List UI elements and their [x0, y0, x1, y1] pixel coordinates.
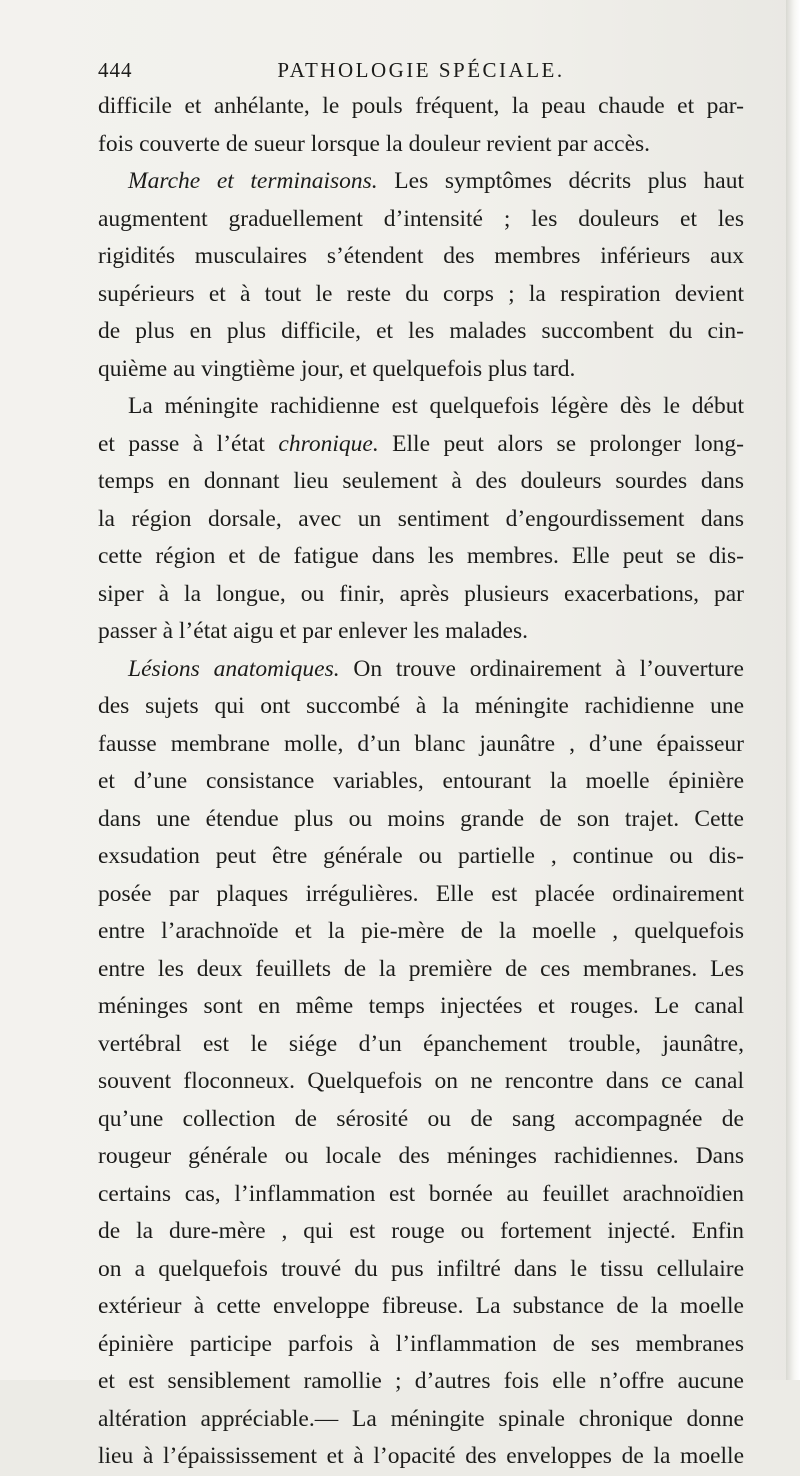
- text-line: fois couverte de sueur lorsque la douleur revient par accès.: [98, 130, 651, 157]
- text-line: temps en donnant lieu seulement à des douleurs sourdes dans: [98, 468, 744, 494]
- text-line: et d’une consistance variables, entourant la moelle épinière: [98, 768, 744, 794]
- running-title: PATHOLOGIE SPÉCIALE.: [277, 58, 565, 82]
- text-line: extérieur à cette enveloppe fibreuse. La substance de la moelle: [98, 1293, 744, 1319]
- text-line: entre l’arachnoïde et la pie-mère de la moelle , quelquefois: [98, 918, 744, 944]
- section-heading: Marche et terminaisons.: [128, 168, 378, 194]
- body-text: [98, 88, 744, 1476]
- text-line: dans une étendue plus ou moins grande de son trajet. Cette: [98, 805, 744, 832]
- text-line: difficile et anhélante, le pouls fréquent, la peau chaude et par-: [98, 93, 744, 119]
- text-line: certains cas, l’inflammation est bornée au feuillet arachnoïdien: [98, 1180, 744, 1207]
- text-line: la région dorsale, avec un sentiment d’engourdissement dans: [98, 505, 744, 532]
- text-line: méninges sont en même temps injectées et rouges. Le canal: [98, 993, 744, 1019]
- text-line: des sujets qui ont succombé à la méningite rachidienne une: [98, 693, 744, 719]
- text-line: Marche et terminaisons. Les symptômes décrits plus haut: [128, 168, 744, 194]
- text-line: passer à l’état aigu et par enlever les malades.: [98, 618, 528, 644]
- text-line: fausse membrane molle, d’un blanc jaunâtre , d’une épaisseur: [98, 730, 744, 757]
- text-line: souvent floconneux. Quelquefois on ne rencontre dans ce canal: [98, 1068, 744, 1094]
- text-line: et passe à l’état chronique. Elle peut alors se prolonger long-: [98, 430, 744, 457]
- text-line: altération appréciable.— La méningite spinale chronique donne: [98, 1405, 744, 1432]
- section-heading: Lésions anatomiques.: [128, 655, 340, 682]
- page-header: [98, 58, 744, 88]
- page-number: 444: [98, 58, 133, 82]
- text-line: Lésions anatomiques. On trouve ordinairement à l’ouverture: [128, 655, 744, 682]
- text-line: quième au vingtième jour, et quelquefois plus tard.: [98, 355, 576, 382]
- italic-term: chronique.: [278, 430, 379, 457]
- page-edge: [786, 0, 800, 1380]
- text-line: de la dure-mère , qui est rouge ou fortement injecté. Enfin: [98, 1218, 744, 1244]
- text-line: qu’une collection de sérosité ou de sang accompagnée de: [98, 1105, 744, 1132]
- text-line: posée par plaques irrégulières. Elle est placée ordinairement: [98, 880, 744, 907]
- text-line: La méningite rachidienne est quelquefois légère dès le début: [128, 393, 744, 419]
- text-line: rigidités musculaires s’étendent des membres inférieurs aux: [98, 243, 744, 269]
- text-line: supérieurs et à tout le reste du corps ; la respiration devient: [98, 280, 744, 307]
- text-line: vertébral est le siége d’un épanchement trouble, jaunâtre,: [98, 1030, 744, 1057]
- text-line: siper à la longue, ou finir, après plusieurs exacerbations, par: [98, 580, 744, 607]
- text-line: et est sensiblement ramollie ; d’autres fois elle n’offre aucune: [98, 1368, 744, 1394]
- text-line: cette région et de fatigue dans les membres. Elle peut se dis-: [98, 543, 744, 569]
- text-line: on a quelquefois trouvé du pus infiltré dans le tissu cellulaire: [98, 1255, 744, 1282]
- text-line: épinière participe parfois à l’inflammation de ses membranes: [98, 1330, 744, 1357]
- text-line: rougeur générale ou locale des méninges rachidiennes. Dans: [98, 1143, 744, 1169]
- text-line: lieu à l’épaississement et à l’opacité des enveloppes de la moelle: [98, 1443, 744, 1469]
- text-line: entre les deux feuillets de la première de ces membranes. Les: [98, 955, 744, 982]
- text-line: exsudation peut être générale ou partielle , continue ou dis-: [98, 843, 744, 869]
- text-line: augmentent graduellement d’intensité ; les douleurs et les: [98, 205, 744, 232]
- text-line: de plus en plus difficile, et les malades succombent du cin-: [98, 318, 744, 344]
